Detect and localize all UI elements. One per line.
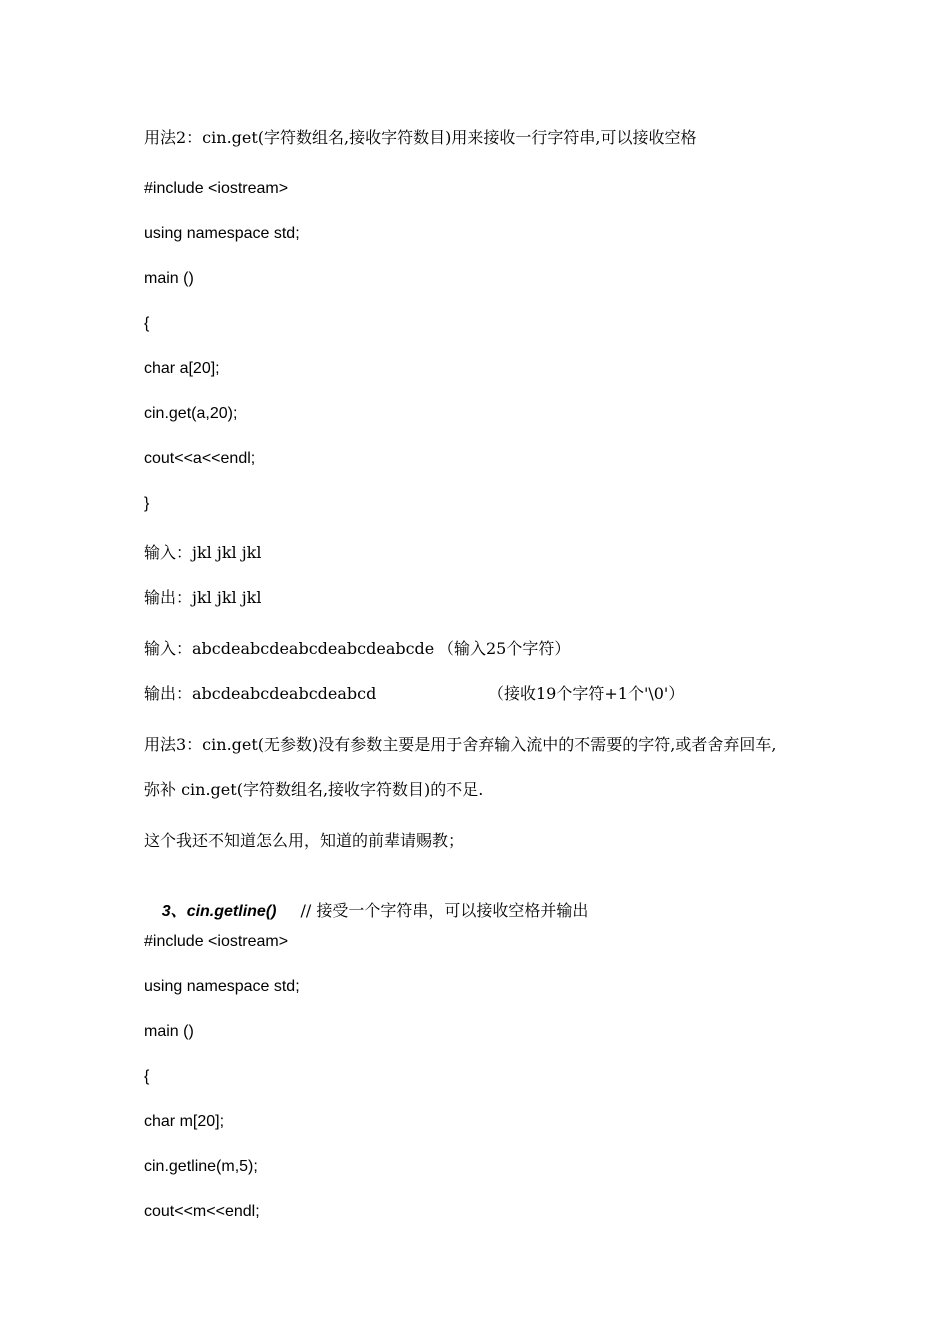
- code-line: cin.getline(m,5);: [144, 1158, 258, 1175]
- code-line: cout<<m<<endl;: [144, 1203, 260, 1220]
- output-note: （接收19个字符+1个'\0'）: [488, 684, 685, 703]
- output-example-2: 输出：abcdeabcdeabcdeabcd: [144, 684, 377, 703]
- code-line: main (): [144, 1023, 194, 1040]
- code-line: cin.get(a,20);: [144, 405, 238, 422]
- code-line: char m[20];: [144, 1113, 225, 1130]
- input-example-1: 输入：jkl jkl jkl: [144, 543, 262, 562]
- input-example-2: 输入：abcdeabcdeabcdeabcdeabcde: [144, 639, 435, 658]
- code-line: #include <iostream>: [144, 180, 289, 197]
- usage3-text: 用法3：cin.get(无参数)没有参数主要是用于舍弃输入流中的不需要的字符,或者舍弃回车,: [144, 735, 777, 754]
- section-comment: // 接受一个字符串，可以接收空格并输出: [300, 901, 589, 920]
- output-example-1: 输出：jkl jkl jkl: [144, 588, 262, 607]
- usage3-continued: 弥补 cin.get(字符数组名,接收字符数目)的不足.: [144, 780, 484, 799]
- input-note: （输入25个字符）: [438, 639, 571, 658]
- code-line: main (): [144, 270, 194, 287]
- code-line: }: [144, 495, 150, 512]
- unknown-usage-note: 这个我还不知道怎么用，知道的前辈请赐教；: [144, 831, 465, 850]
- code-line: using namespace std;: [144, 978, 300, 995]
- section-number: 3、: [161, 903, 187, 920]
- code-line: using namespace std;: [144, 225, 300, 242]
- section-function: cin.getline(): [186, 903, 277, 920]
- code-line: {: [144, 315, 150, 332]
- code-line: cout<<a<<endl;: [144, 450, 256, 467]
- code-line: char a[20];: [144, 360, 220, 377]
- code-line: #include <iostream>: [144, 933, 289, 950]
- code-line: {: [144, 1068, 150, 1085]
- usage2-text: 用法2：cin.get(字符数组名,接收字符数目)用来接收一行字符串,可以接收空格: [144, 128, 697, 147]
